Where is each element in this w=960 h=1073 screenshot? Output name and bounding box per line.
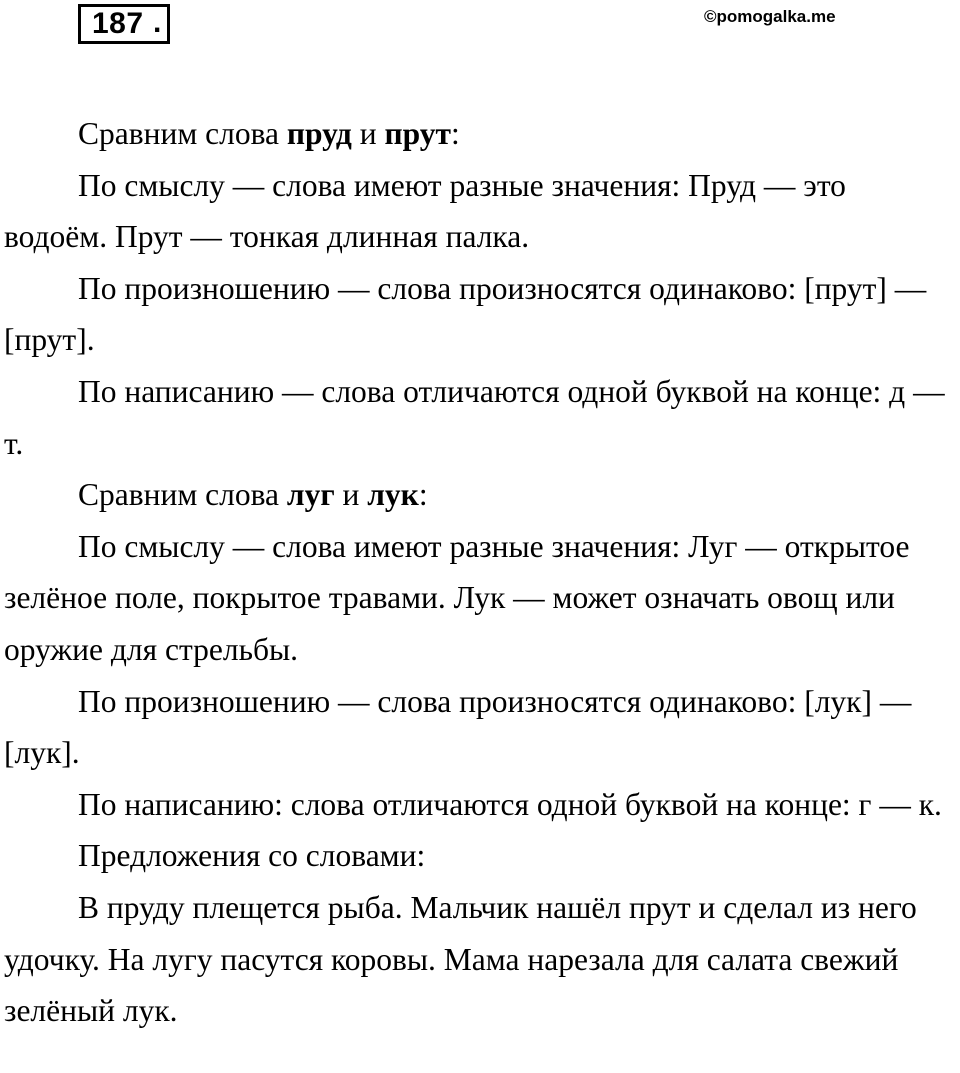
text-run: и <box>351 116 385 151</box>
paragraph <box>4 779 954 831</box>
bold-term: пруд <box>286 116 352 151</box>
text-run: По написанию — слова отличаются одной буквой на конце: д — т. <box>4 373 945 461</box>
text-run: : <box>450 116 460 151</box>
text-run: : <box>418 477 428 513</box>
bold-term: лук <box>367 477 419 513</box>
paragraph <box>4 676 954 779</box>
paragraph <box>4 366 954 469</box>
text-run: По произношению — слова произносятся одинаково: [лук] — [лук]. <box>4 683 912 771</box>
bold-term: прут <box>384 116 451 151</box>
text-run: По произношению — слова произносятся одинаково: [прут] — [прут]. <box>4 270 927 358</box>
task-number-dot: . <box>153 6 162 39</box>
answer-text <box>4 108 954 1037</box>
paragraph <box>4 882 954 1037</box>
text-run: Сравним слова <box>78 477 287 513</box>
paragraph <box>4 263 954 366</box>
bold-term: луг <box>286 477 335 513</box>
page-header <box>0 0 960 60</box>
text-run: и <box>334 477 368 513</box>
paragraph <box>4 521 954 676</box>
text-run: В пруду плещется рыба. Мальчик нашёл прут и сделал из него удочку. На лугу пасутся коровы. Мама нарезала для салата свежий зелёный лук. <box>4 889 917 1029</box>
paragraph <box>4 160 954 263</box>
text-run: По смыслу — слова имеют разные значения: Пруд — это водоём. Прут — тонкая длинная палка. <box>4 167 846 255</box>
text-run: По написанию: слова отличаются одной буквой на конце: г — к. <box>78 786 942 822</box>
paragraph <box>4 830 954 882</box>
text-run: По смыслу — слова имеют разные значения: Луг — открытое зелёное поле, покрытое травами. Лук — может означать овощ или оружие для стрельбы. <box>4 528 910 667</box>
text-run: Сравним слова <box>78 116 287 151</box>
paragraph <box>4 108 954 160</box>
task-number: 187 <box>92 7 144 40</box>
paragraph <box>4 469 954 521</box>
text-run: Предложения со словами: <box>78 838 426 874</box>
watermark: ©pomogalka.me <box>704 7 836 26</box>
